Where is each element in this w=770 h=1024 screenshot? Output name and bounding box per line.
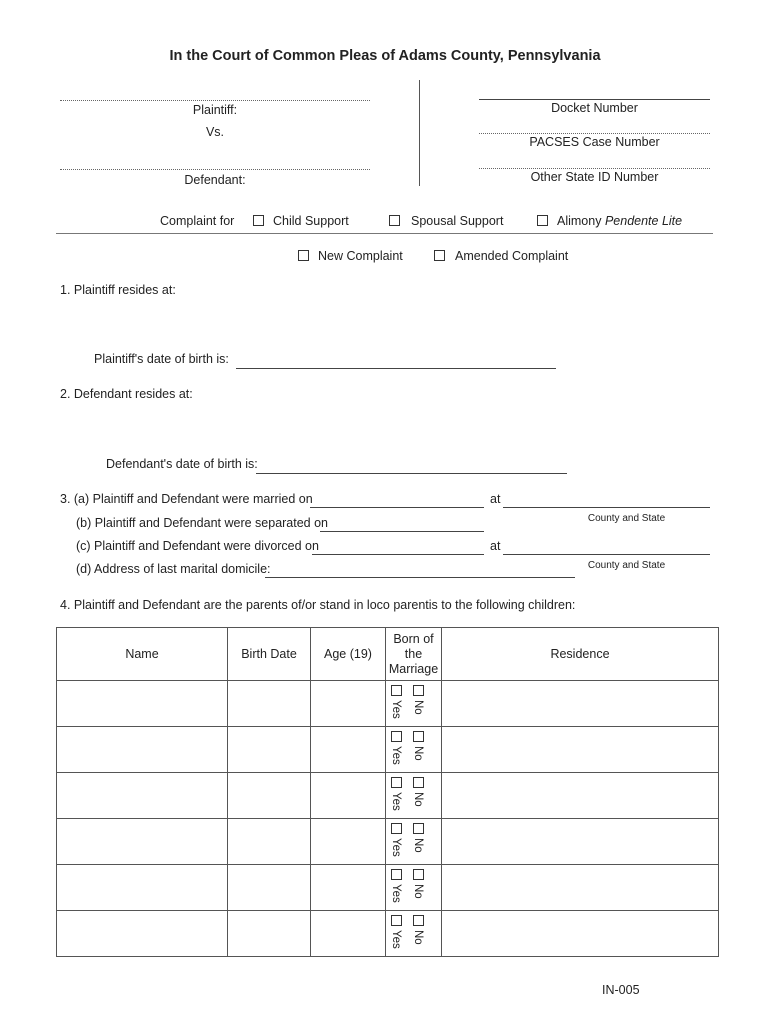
born-yes-checkbox[interactable] (391, 869, 402, 880)
caption-divider (419, 80, 420, 186)
table-row (57, 681, 719, 727)
married-date-line[interactable] (310, 507, 484, 508)
child-support-label: Child Support (273, 214, 349, 228)
born-no-label: No (412, 884, 424, 899)
children-table (56, 627, 719, 957)
pacses-number-line[interactable] (479, 133, 710, 134)
child-birth-date-cell[interactable] (228, 681, 311, 727)
child-name-cell[interactable] (57, 911, 228, 957)
born-no-label: No (412, 792, 424, 807)
child-birth-date-cell[interactable] (228, 819, 311, 865)
child-residence-cell[interactable] (442, 727, 719, 773)
amended-complaint-checkbox[interactable] (434, 250, 445, 261)
item-3c-label: (c) Plaintiff and Defendant were divorced on (76, 539, 319, 553)
child-age-cell[interactable] (311, 911, 386, 957)
spousal-support-label: Spousal Support (411, 214, 504, 228)
born-yes-checkbox[interactable] (391, 777, 402, 788)
docket-number-label: Docket Number (551, 101, 638, 115)
born-of-marriage-cell (386, 681, 442, 727)
born-no-checkbox[interactable] (413, 731, 424, 742)
child-age-cell[interactable] (311, 773, 386, 819)
born-yes-label: Yes (390, 792, 402, 811)
item-1-label: 1. Plaintiff resides at: (60, 283, 176, 297)
born-line-1: Born of (393, 631, 434, 646)
born-yes-label: Yes (390, 746, 402, 765)
born-yes-label: Yes (390, 930, 402, 949)
pendente-lite-text: Pendente Lite (604, 214, 683, 228)
plaintiff-dob-line[interactable] (236, 368, 556, 369)
section-divider (56, 233, 713, 234)
child-birth-date-cell[interactable] (228, 911, 311, 957)
item-4-label: 4. Plaintiff and Defendant are the parents of/or stand in loco parentis to the following children: (60, 598, 576, 612)
child-birth-date-cell[interactable] (228, 865, 311, 911)
plaintiff-dob-label: Plaintiff's date of birth is: (94, 352, 229, 366)
table-row (57, 865, 719, 911)
born-no-label: No (412, 746, 424, 761)
married-place-line[interactable] (503, 507, 710, 508)
born-yes-label: Yes (390, 884, 402, 903)
child-residence-cell[interactable] (442, 865, 719, 911)
alimony-label (557, 214, 682, 228)
defendant-label: Defendant: (184, 173, 246, 187)
child-residence-cell[interactable] (442, 819, 719, 865)
born-yes-label: Yes (390, 838, 402, 857)
defendant-dob-label: Defendant's date of birth is: (106, 457, 258, 471)
other-state-id-line[interactable] (479, 168, 710, 169)
item-3d-label: (d) Address of last marital domicile: (76, 562, 271, 576)
pacses-number-label: PACSES Case Number (529, 135, 660, 149)
born-yes-checkbox[interactable] (391, 915, 402, 926)
header-age: Age (19) (311, 628, 386, 681)
child-age-cell[interactable] (311, 727, 386, 773)
born-of-marriage-cell (386, 727, 442, 773)
item-3b-label: (b) Plaintiff and Defendant were separated on (76, 516, 329, 530)
header-birth-date: Birth Date (228, 628, 311, 681)
child-residence-cell[interactable] (442, 681, 719, 727)
child-age-cell[interactable] (311, 681, 386, 727)
defendant-dob-line[interactable] (256, 473, 567, 474)
alimony-checkbox[interactable] (537, 215, 548, 226)
born-no-checkbox[interactable] (413, 869, 424, 880)
separated-date-line[interactable] (320, 531, 484, 532)
child-age-cell[interactable] (311, 865, 386, 911)
table-row (57, 773, 719, 819)
child-name-cell[interactable] (57, 819, 228, 865)
born-yes-label: Yes (390, 700, 402, 719)
divorced-date-line[interactable] (312, 554, 484, 555)
marital-domicile-line[interactable] (265, 577, 575, 578)
born-yes-checkbox[interactable] (391, 731, 402, 742)
child-age-cell[interactable] (311, 819, 386, 865)
header-residence: Residence (442, 628, 719, 681)
children-table-header (57, 628, 719, 681)
child-residence-cell[interactable] (442, 773, 719, 819)
spousal-support-checkbox[interactable] (389, 215, 400, 226)
born-yes-checkbox[interactable] (391, 823, 402, 834)
item-3a-label: 3. (a) Plaintiff and Defendant were married on (60, 492, 313, 506)
header-born-of-marriage (386, 628, 442, 681)
born-of-marriage-cell (386, 819, 442, 865)
table-row (57, 819, 719, 865)
born-no-label: No (412, 700, 424, 715)
amended-complaint-label: Amended Complaint (455, 249, 569, 263)
child-name-cell[interactable] (57, 865, 228, 911)
born-no-checkbox[interactable] (413, 915, 424, 926)
plaintiff-label: Plaintiff: (192, 103, 238, 117)
born-no-label: No (412, 838, 424, 853)
born-no-checkbox[interactable] (413, 777, 424, 788)
born-of-marriage-cell (386, 773, 442, 819)
born-line-3: Marriage (388, 661, 439, 676)
born-no-checkbox[interactable] (413, 823, 424, 834)
alimony-text: Alimony (557, 214, 602, 228)
form-id: IN-005 (602, 983, 640, 997)
item-2-label: 2. Defendant resides at: (60, 387, 193, 401)
child-name-cell[interactable] (57, 727, 228, 773)
header-name: Name (57, 628, 228, 681)
new-complaint-label: New Complaint (318, 249, 403, 263)
divorced-at-label: at (490, 539, 501, 553)
child-birth-date-cell[interactable] (228, 727, 311, 773)
divorced-county-state-label: County and State (587, 560, 666, 571)
page-title: In the Court of Common Pleas of Adams County, Pennsylvania (169, 48, 601, 64)
table-row (57, 911, 719, 957)
child-name-cell[interactable] (57, 773, 228, 819)
other-state-id-label: Other State ID Number (530, 170, 659, 184)
born-of-marriage-cell (386, 865, 442, 911)
child-name-cell[interactable] (57, 681, 228, 727)
plaintiff-name-line[interactable] (60, 100, 370, 101)
born-of-marriage-cell (386, 911, 442, 957)
child-residence-cell[interactable] (442, 911, 719, 957)
child-birth-date-cell[interactable] (228, 773, 311, 819)
married-county-state-label: County and State (587, 513, 666, 524)
married-at-label: at (490, 492, 501, 506)
docket-number-line[interactable] (479, 99, 710, 100)
child-support-checkbox[interactable] (253, 215, 264, 226)
born-no-label: No (412, 930, 424, 945)
defendant-name-line[interactable] (60, 169, 370, 170)
complaint-for-label: Complaint for (160, 214, 235, 228)
new-complaint-checkbox[interactable] (298, 250, 309, 261)
divorced-place-line[interactable] (503, 554, 710, 555)
born-no-checkbox[interactable] (413, 685, 424, 696)
born-line-2: the (404, 646, 423, 661)
born-yes-checkbox[interactable] (391, 685, 402, 696)
table-row (57, 727, 719, 773)
vs-label: Vs. (205, 125, 225, 139)
